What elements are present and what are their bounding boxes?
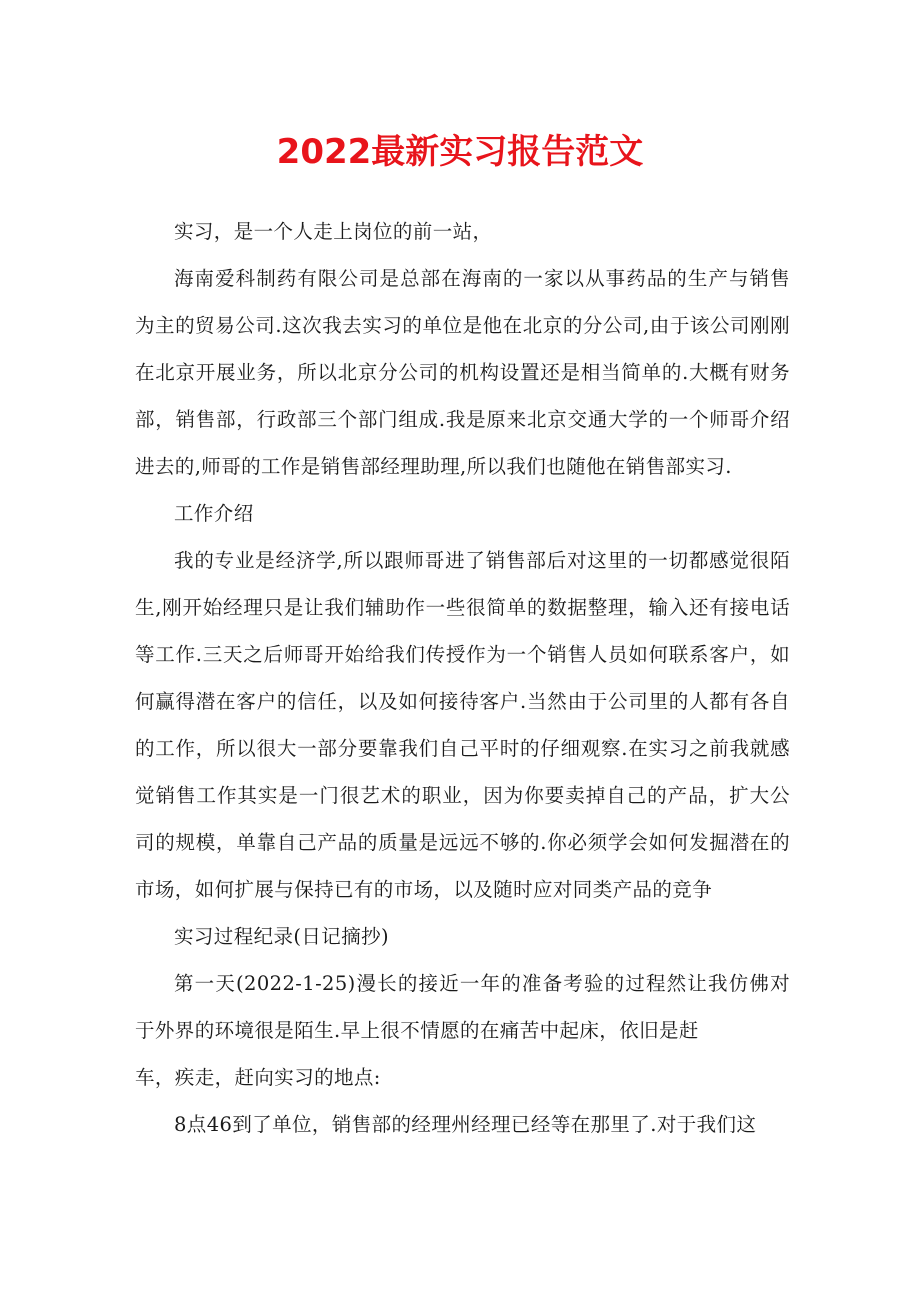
paragraph-intro: 实习，是一个人走上岗位的前一站， <box>174 220 493 243</box>
paragraph-company: 海南爱科制药有限公司是总部在海南的一家以从事药品的生产与销售为主的贸易公司.这次我去实习的单位是他在北京的分公司,由于该公司刚刚在北京开展业务，所以北京分公司的机构设置还是相当简单的.大概有财务部，销售部，行政部三个部门组成.我是原来北京交通大学的一个师哥介绍进去的,师哥的工作是销售部经理助理,所以我们也随他在销售部实习. <box>135 267 790 478</box>
paragraph-day-one-continued: 车，疾走，赶向实习的地点: <box>135 1066 381 1089</box>
paragraph-day-one: 第一天(2022-1-25)漫长的接近一年的准备考验的过程然让我仿佛对于外界的环境很是陌生.早上很不情愿的在痛苦中起床，依旧是赶 <box>135 972 790 1042</box>
document-title: 2022最新实习报告范文 <box>276 132 644 172</box>
document-body <box>135 208 790 1148</box>
paragraph-arrival: 8点46到了单位，销售部的经理州经理已经等在那里了.对于我们这 <box>174 1113 757 1136</box>
paragraph-work-intro: 我的专业是经济学,所以跟师哥进了销售部后对这里的一切都感觉很陌生,刚开始经理只是让我们辅助作一些很简单的数据整理，输入还有接电话等工作.三天之后师哥开始给我们传授作为一个销售人员如何联系客户，如何赢得潜在客户的信任，以及如何接待客户.当然由于公司里的人都有各自的工作，所以很大一部分要靠我们自己平时的仔细观察.在实习之前我就感觉销售工作其实是一门很艺术的职业，因为你要卖掉自己的产品，扩大公司的规模，单靠自己产品的质量是远远不够的.你必须学会如何发掘潜在的市场，如何扩展与保持已有的市场，以及随时应对同类产品的竞争 <box>135 549 790 901</box>
section-heading-work-intro: 工作介绍 <box>174 502 254 525</box>
section-heading-diary: 实习过程纪录(日记摘抄) <box>174 925 390 948</box>
